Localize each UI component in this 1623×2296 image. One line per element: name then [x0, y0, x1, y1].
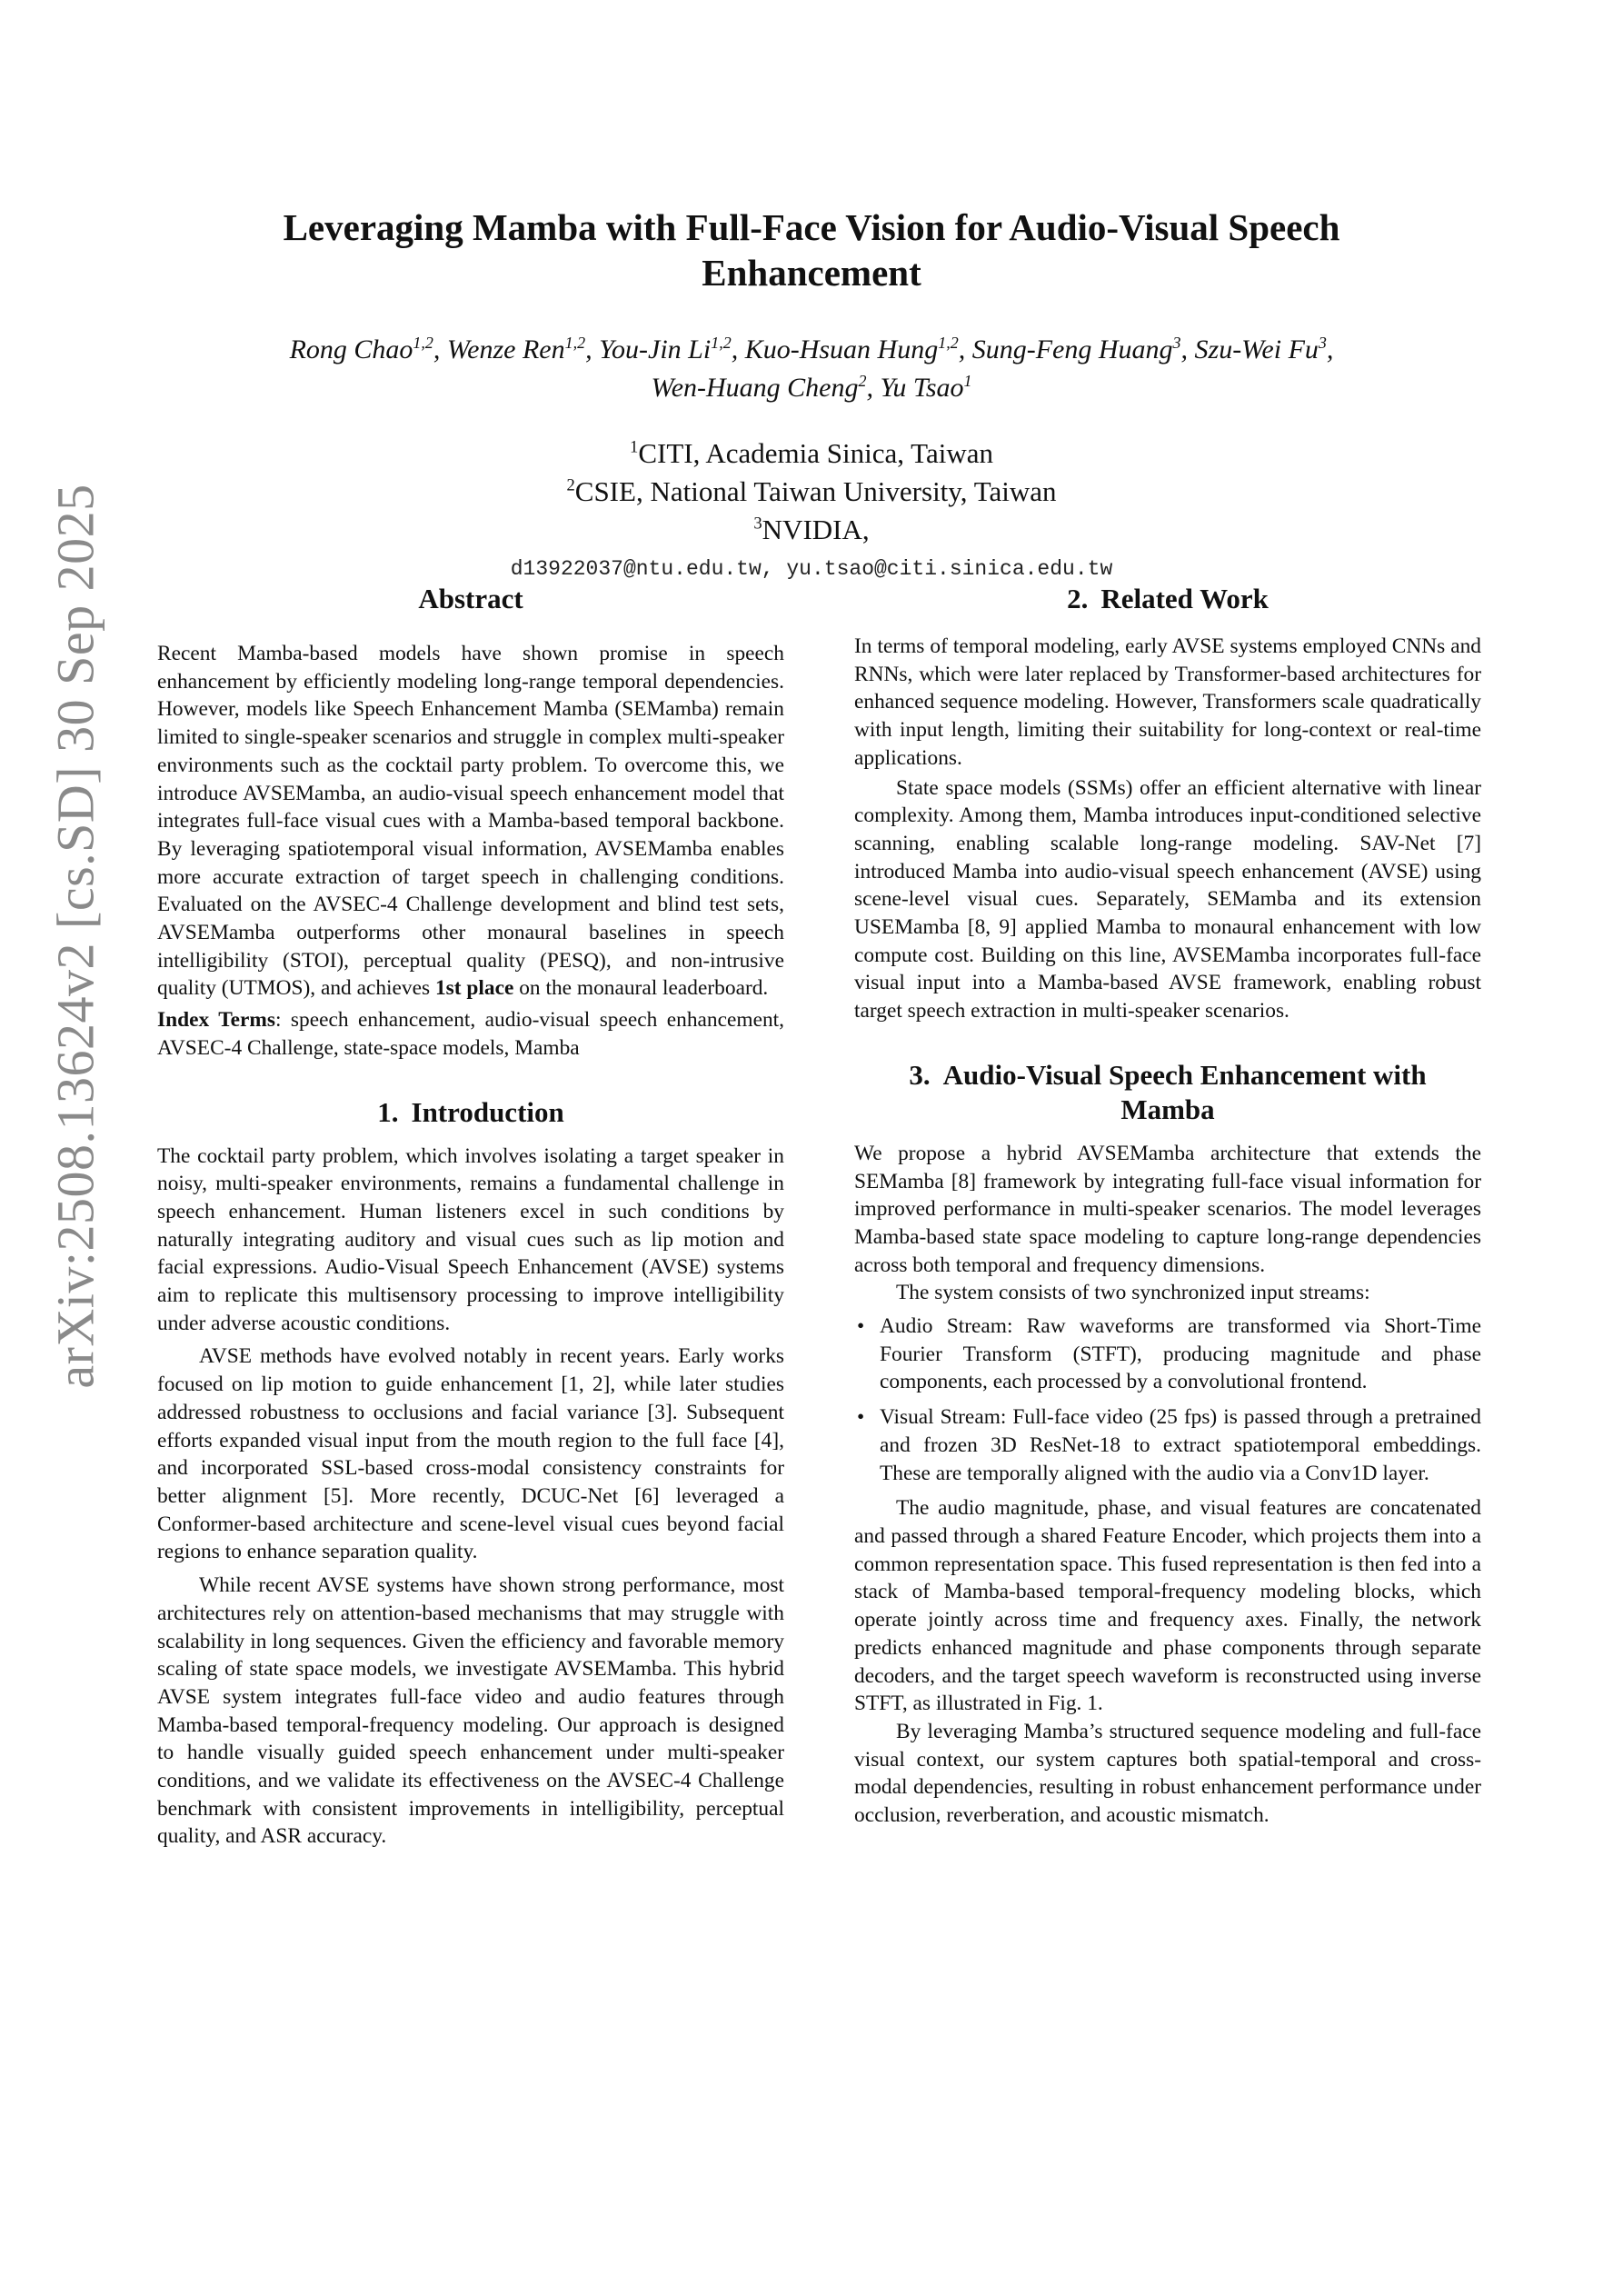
method-paragraph: The system consists of two synchronized input streams: [896, 1281, 1370, 1305]
section-number: 3. [909, 1058, 931, 1091]
author-separator: , [1326, 334, 1334, 364]
author: Kuo-Hsuan Hung [744, 334, 939, 364]
author-separator: , [866, 373, 881, 403]
title-line-1: Leveraging Mamba with Full-Face Vision for Audio-Visual Speech [283, 206, 1340, 248]
affiliation [154, 434, 1469, 473]
section-heading-method [854, 1058, 1481, 1127]
author-affiliation-mark: 1,2 [564, 334, 586, 352]
abstract-text [157, 640, 784, 1003]
section-number: 2. [1067, 583, 1089, 614]
section-title: Introduction [411, 1095, 564, 1128]
author-line-1 [154, 331, 1469, 369]
method-paragraph: We propose a hybrid AVSEMamba architecture that extends the SEMamba [8] framework by integrating full-face visual information for improved performance in multi-speaker scenarios. The model leverages Mamba-based state space modeling to capture long-range dependencies across both temporal and frequency dimensions. [854, 1141, 1481, 1277]
affiliation [154, 511, 1469, 549]
abstract-body: Recent Mamba-based models have shown promise in speech enhancement by efficiently modeling long-range temporal dependencies. However, models like Speech Enhancement Mamba (SEMamba) remain limited to single-speaker scenarios and struggle in complex multi-speaker environments such as the cocktail party problem. To overcome this, we introduce AVSEMamba, an audio-visual speech enhancement model that integrates full-face visual cues with a Mamba-based temporal backbone. By leveraging spatiotemporal visual information, AVSEMamba enables more accurate extraction of target speech in challenging conditions. Evaluated on the AVSEC-4 Challenge development and blind test sets, AVSEMamba outperforms other monaural baselines in speech intelligibility (STOI), perceptual quality (PESQ), and non-intrusive quality (UTMOS), and achieves [157, 642, 784, 1001]
author-separator: , [731, 334, 745, 364]
abstract-body-end: on the monaural leaderboard. [513, 976, 769, 1001]
left-column [157, 582, 784, 1851]
list-item-audio-stream: • Audio Stream: Raw waveforms are transformed via Short-Time Fourier Transform (STFT), producing magnitude and phase components, each processed by a convolutional frontend. [854, 1313, 1481, 1396]
index-terms-label: Index Terms [157, 1008, 276, 1033]
contact-emails: d13922037@ntu.edu.tw, yu.tsao@citi.sinica.edu.tw [510, 557, 1113, 581]
author-affiliation-mark: 3 [1318, 334, 1327, 352]
author-affiliation-mark: 2 [858, 372, 867, 390]
index-terms-text: : speech enhancement, audio-visual speech enhancement, AVSEC-4 Challenge, state-space models, Mamba [157, 1008, 784, 1060]
section-title-line-1 [854, 1058, 1481, 1093]
author: You-Jin Li [599, 334, 712, 364]
author-separator: , [1180, 334, 1195, 364]
author-affiliation-mark: 3 [1172, 334, 1181, 352]
affiliation-text: CITI, Academia Sinica, Taiwan [638, 437, 993, 469]
section-title: Audio-Visual Speech Enhancement with [942, 1058, 1427, 1091]
author-separator: , [433, 334, 447, 364]
section-heading-related-work [854, 582, 1481, 616]
affiliation-number: 1 [630, 437, 639, 457]
arxiv-id-text: arXiv:2508.13624v2 [cs.SD] 30 Sep 2025 [45, 484, 105, 1389]
title-line-2: Enhancement [702, 252, 921, 294]
method-paragraph: The audio magnitude, phase, and visual features are concatenated and passed through a shared Feature Encoder, which projects them into a common representation space. This fused representation is then fed into a stack of Mamba-based temporal-frequency modeling blocks, which operate jointly across time and frequency axes. Finally, the network predicts enhanced magnitude and phase components through separate decoders, and the target speech waveform is reconstructed using inverse STFT, as illustrated in Fig. 1. [854, 1496, 1481, 1716]
paper-title [154, 205, 1469, 295]
author-affiliation-mark: 1,2 [711, 334, 732, 352]
author-affiliation-mark: 1,2 [938, 334, 959, 352]
author: Rong Chao [289, 334, 413, 364]
arxiv-stamp [35, 0, 116, 2296]
section-title-line-2: Mamba [1120, 1093, 1215, 1125]
method-paragraph: By leveraging Mamba’s structured sequence modeling and full-face visual context, our system captures both spatial-temporal and cross-modal dependencies, resulting in robust enhancement performance under occlusion, reverberation, and acoustic mismatch. [854, 1719, 1481, 1828]
author: Sung-Feng Huang [971, 334, 1173, 364]
author-affiliation-mark: 1,2 [413, 334, 433, 352]
intro-paragraph: The cocktail party problem, which involves isolating a target speaker in noisy, multi-speaker environments, remains a fundamental challenge in speech enhancement. Human listeners excel in such conditions by naturally integrating auditory and visual cues such as lip motion and facial expressions. Audio-Visual Speech Enhancement (AVSE) systems aim to replicate this multisensory processing to improve intelligibility under adverse acoustic conditions. [157, 1143, 784, 1335]
author-line-2 [154, 369, 1469, 407]
author-list [154, 331, 1469, 407]
related-paragraph: State space models (SSMs) offer an efficient alternative with linear complexity. Among them, Mamba introduces input-conditioned selective scanning, enabling scalable long-range modeling. SAV-Net [7] introduced Mamba into audio-visual speech enhancement (AVSE) using scene-level visual cues. Separately, SEMamba and its extension USEMamba [8, 9] applied Mamba to monaural enhancement with low compute cost. Building on this line, AVSEMamba incorporates full-face visual input into a Mamba-based AVSE framework, enabling robust target speech extraction in multi-speaker scenarios. [854, 775, 1481, 1023]
affiliations [154, 434, 1469, 549]
affiliation [154, 473, 1469, 511]
list-item-visual-stream: • Visual Stream: Full-face video (25 fps) is passed through a pretrained and frozen 3D ResNet-18 to extract spatiotemporal embeddings. These are temporally aligned with the audio via a Conv1D layer. [854, 1403, 1481, 1487]
section-title: Related Work [1100, 583, 1269, 614]
input-streams-list [854, 1313, 1481, 1487]
author: Yu Tsao [880, 373, 964, 403]
affiliation-text: NVIDIA, [762, 514, 870, 545]
author: Wen-Huang Cheng [651, 373, 859, 403]
index-terms [157, 1006, 784, 1062]
intro-paragraph: AVSE methods have evolved notably in recent years. Early works focused on lip motion to guide enhancement [1, 2], while later studies addressed robustness to occlusions and facial variance [3]. Subsequent efforts expanded visual input from the mouth region to the full face [4], and incorporated SSL-based cross-modal consistency constraints for better alignment [5]. More recently, DCUC-Net [6] leveraged a Conformer-based architecture and scene-level visual cues beyond facial regions to enhance separation quality. [157, 1344, 784, 1564]
author-separator: , [585, 334, 600, 364]
abstract-highlight: 1st place [434, 976, 514, 1001]
affiliation-text: CSIE, National Taiwan University, Taiwan [574, 475, 1057, 507]
author-affiliation-mark: 1 [963, 372, 972, 390]
author: Szu-Wei Fu [1194, 334, 1319, 364]
intro-paragraph: While recent AVSE systems have shown strong performance, most architectures rely on attention-based mechanisms that may struggle with scalability in long sequences. Given the efficiency and favorable memory scaling of state space models, we investigate AVSEMamba. This hybrid AVSE system integrates full-face video and audio features through Mamba-based temporal-frequency modeling. Our approach is designed to handle visually guided speech enhancement under multi-speaker conditions, and we validate its effectiveness on the AVSEC-4 Challenge benchmark with consistent improvements in intelligibility, perceptual quality, and ASR accuracy. [157, 1573, 784, 1849]
abstract-heading: Abstract [418, 583, 523, 614]
affiliation-number: 2 [566, 475, 575, 495]
related-paragraph: In terms of temporal modeling, early AVSE systems employed CNNs and RNNs, which were later replaced by Transformer-based architectures for enhanced sequence modeling. However, Transformers scale quadratically with input length, limiting their suitability for long-context or real-time applications. [854, 634, 1481, 770]
section-number: 1. [377, 1095, 399, 1128]
section-heading-introduction [157, 1095, 784, 1130]
affiliation-number: 3 [753, 514, 762, 534]
author-separator: , [958, 334, 972, 364]
right-column [854, 582, 1481, 1830]
author: Wenze Ren [446, 334, 565, 364]
